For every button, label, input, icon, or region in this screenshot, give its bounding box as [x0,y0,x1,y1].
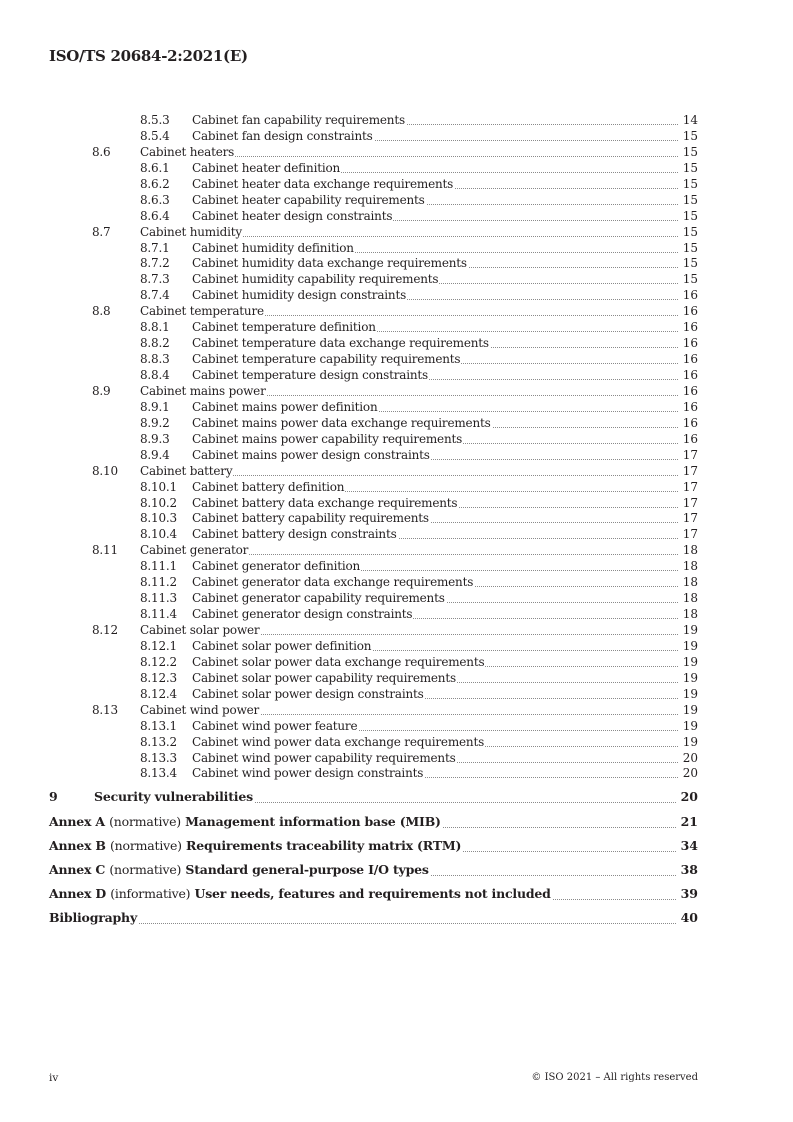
toc-entry-page: 15 [682,272,698,287]
toc-entry[interactable] [49,750,698,766]
toc-entry[interactable] [49,495,698,511]
toc-entry-bibliography[interactable] [49,906,698,930]
toc-entry-title: Cabinet wind power feature [192,718,358,733]
toc-entry-title: Cabinet solar power data exchange requirements [192,654,485,669]
toc-entry[interactable] [49,160,698,176]
toc-entry[interactable] [49,287,698,303]
toc-entry-number: 8.7 [92,224,111,239]
toc-entry-page: 15 [682,192,698,207]
toc-entry-title: Cabinet solar power design constraints [192,686,424,701]
toc-entry-number: 8.7.3 [140,272,170,287]
toc-entry-page: 16 [682,320,698,335]
toc-entry-title: Cabinet generator definition [192,559,361,574]
toc-entry-number: 8.9.4 [140,447,170,462]
toc-entry-title [49,882,552,906]
footer-copyright: © ISO 2021 – All rights reserved [531,1072,698,1083]
toc-entry-number: 8.13.3 [140,750,177,765]
toc-entry-number: 8.10.1 [140,479,177,494]
toc-entry[interactable] [49,463,698,479]
toc-entry[interactable] [49,447,698,463]
toc-entry-title: Cabinet humidity capability requirements [192,272,439,287]
toc-entry-page: 16 [682,383,698,398]
toc-entry-title: Cabinet temperature definition [192,320,376,335]
toc-entry[interactable] [49,208,698,224]
toc-entry-page: 17 [682,495,698,510]
toc-entry-title: Cabinet heater data exchange requirements [192,176,454,191]
toc-entry[interactable] [49,271,698,287]
toc-entry[interactable] [49,303,698,319]
toc-entry-number: 8.6.3 [140,192,170,207]
dot-leader [252,802,676,803]
footer-page-number: iv [49,1072,59,1084]
toc-entry-title: Cabinet solar power definition [192,638,372,653]
toc-entry-title: Cabinet humidity data exchange requirements [192,256,467,271]
toc-entry-number: 8.13 [92,702,118,717]
annex-type: (normative) [109,813,181,829]
toc-entry[interactable] [49,638,698,654]
toc-entry-page: 20 [682,766,698,781]
toc-entry[interactable] [49,112,698,128]
toc-entry[interactable] [49,718,698,734]
toc-entry-number: 8.6.1 [140,160,170,175]
toc-entry[interactable] [49,542,698,558]
toc-entry-number: 8.6.2 [140,176,170,191]
toc-entry[interactable] [49,686,698,702]
document-id-header: ISO/TS 20684-2:2021(E) [49,47,248,65]
toc-entry-number: 8.10.4 [140,527,177,542]
toc-entry-number: 8.9.3 [140,431,170,446]
toc-entry-annex-b[interactable] [49,834,698,858]
toc-entry-number: 8.13.4 [140,766,177,781]
toc-entry-annex-a[interactable] [49,810,698,834]
toc-entry[interactable] [49,510,698,526]
toc-entry-number: 8.9.1 [140,399,170,414]
toc-entry-title: Security vulnerabilities [94,785,254,809]
toc-entry-number: 8.10.3 [140,511,177,526]
toc-entry-page: 15 [682,160,698,175]
toc-entry-page: 19 [682,702,698,717]
toc-entry-number: 8.7.1 [140,240,170,255]
toc-entry-number: 8.12.2 [140,654,177,669]
toc-entry[interactable] [49,431,698,447]
toc-entry-title: Cabinet temperature capability requirements [192,352,461,367]
toc-entry[interactable] [49,255,698,271]
toc-entry-title: Cabinet wind power [140,702,260,717]
toc-entry-number: 8.11 [92,543,118,558]
toc-entry-page: 20 [680,785,698,809]
toc-entry-number: 8.12.1 [140,638,177,653]
toc-entry-page: 16 [682,368,698,382]
toc-entry-title [49,858,430,882]
toc-entry-page: 16 [682,415,698,430]
toc-entry-title: Cabinet battery design constraints [192,527,397,542]
annex-title: Requirements traceability matrix (RTM) [186,837,462,853]
toc-entry-number: 8.8 [92,304,111,319]
toc-entry-number: 8.5.3 [140,113,170,127]
annex-title: User needs, features and requirements not included [194,886,551,902]
toc-entry-page: 19 [682,670,698,685]
toc-entry[interactable] [49,526,698,542]
toc-entry-page: 15 [682,256,698,271]
toc-entry-page: 18 [682,543,698,558]
toc-entry[interactable] [49,622,698,638]
dot-leader [457,851,676,852]
toc-entry-title: Cabinet wind power data exchange requirements [192,734,485,749]
toc-entry[interactable] [49,654,698,670]
toc-entry[interactable] [49,383,698,399]
annex-label: Annex C [49,861,106,877]
toc-entry[interactable] [49,590,698,606]
toc-entry-page: 20 [682,750,698,765]
dot-leader [137,923,676,924]
toc-entry-title: Cabinet temperature [140,304,264,319]
toc-entry-page: 16 [682,304,698,319]
toc-entry-title: Cabinet fan design constraints [192,128,373,143]
toc-entry-title: Cabinet mains power data exchange requirements [192,415,491,430]
toc-entry-number: 9 [49,789,58,805]
toc-entry-page: 38 [680,858,698,882]
toc-entry-title: Cabinet heater capability requirements [192,192,425,207]
toc-entry-number: 8.11.2 [140,575,177,590]
toc-entry[interactable] [49,399,698,415]
toc-entry-page: 16 [682,399,698,414]
toc-entry[interactable] [49,415,698,431]
toc-entry-page: 19 [682,623,698,637]
toc-entry-title: Cabinet wind power design constraints [192,766,424,781]
toc-entry-title: Cabinet temperature design constraints [192,368,428,382]
toc-entry-page: 19 [682,654,698,669]
toc-entries [49,112,698,781]
toc-entry-page: 18 [682,559,698,574]
annex-label: Annex A [49,813,105,829]
toc-entry-title: Bibliography [49,906,138,930]
toc-entry[interactable] [49,558,698,574]
toc-entry-page: 18 [682,575,698,590]
toc-entry-title: Cabinet battery definition [192,479,345,494]
toc-entry-page: 18 [682,591,698,606]
toc-entry-page: 18 [682,607,698,622]
toc-entry-page: 15 [682,224,698,239]
annex-type: (normative) [109,837,182,853]
toc-entry[interactable] [49,367,698,383]
toc-entry[interactable] [49,144,698,160]
toc-entry-number: 8.5.4 [140,128,170,143]
dot-leader [435,827,676,828]
toc-entry-page: 21 [680,810,698,834]
toc-entry-title: Cabinet battery data exchange requirements [192,495,458,510]
toc-entry-title [49,834,462,858]
toc-entry[interactable] [49,240,698,256]
toc-entry-title: Cabinet humidity [140,224,242,239]
toc-entry-page: 19 [682,718,698,733]
toc-entry-title: Cabinet mains power design constraints [192,447,430,462]
toc-entry-number: 8.10.2 [140,495,177,510]
toc-entry-number: 8.13.2 [140,734,177,749]
toc-entry-title: Cabinet solar power [140,623,260,637]
toc-entry-number: 8.8.3 [140,352,170,367]
toc-entry-title: Cabinet heater design constraints [192,208,393,223]
toc-entry[interactable] [49,574,698,590]
toc-entry[interactable] [49,335,698,351]
table-of-contents [49,112,698,931]
toc-entry-title: Cabinet mains power capability requirements [192,431,463,446]
toc-entry-title: Cabinet mains power definition [192,399,378,414]
toc-entry-page: 15 [682,128,698,143]
toc-entry-title [49,810,442,834]
toc-entry[interactable] [49,128,698,144]
toc-entry[interactable] [49,606,698,622]
toc-entry-number: 8.12 [92,623,118,637]
toc-entry[interactable] [49,479,698,495]
toc-entry-number: 8.11.3 [140,591,177,606]
toc-entry-number: 8.7.2 [140,256,170,271]
toc-entry-title: Cabinet humidity design constraints [192,288,407,303]
toc-entry-title: Cabinet solar power capability requirements [192,670,456,685]
toc-entry[interactable] [49,192,698,208]
toc-entry[interactable] [49,702,698,718]
toc-entry-page: 19 [682,686,698,701]
toc-entry[interactable] [49,765,698,781]
toc-entry-clause-9[interactable] [49,785,698,809]
toc-entry-page: 39 [680,882,698,906]
toc-entry-title: Cabinet temperature data exchange requirements [192,336,489,351]
toc-entry-number: 8.11.1 [140,559,177,574]
toc-entry-title: Cabinet battery capability requirements [192,511,429,526]
toc-entry-annex-c[interactable] [49,858,698,882]
annex-label: Annex D [49,886,107,902]
toc-entry-page: 19 [682,734,698,749]
toc-entry-number: 8.9 [92,383,111,398]
toc-entry[interactable] [49,670,698,686]
toc-entry-page: 16 [682,431,698,446]
toc-entry-title: Cabinet generator capability requirements [192,591,445,606]
toc-entry-page: 17 [682,527,698,542]
toc-entry-number: 8.10 [92,463,118,478]
toc-entry-page: 15 [682,144,698,159]
toc-entry[interactable] [49,224,698,240]
toc-entry-title: Cabinet battery [140,463,233,478]
toc-entry-page: 19 [682,638,698,653]
toc-entry-title: Cabinet heater definition [192,160,341,175]
toc-entry-page: 14 [682,113,698,127]
annex-type: (normative) [109,861,182,877]
annex-label: Annex B [49,837,106,853]
toc-entry-page: 15 [682,176,698,191]
toc-entry-title: Cabinet heaters [140,144,235,159]
toc-entry-page: 15 [682,240,698,255]
toc-entry-title: Cabinet wind power capability requirements [192,750,456,765]
toc-entry-annex-d[interactable] [49,882,698,906]
toc-entry-page: 16 [682,352,698,367]
toc-entry-page: 17 [682,479,698,494]
annex-title: Standard general-purpose I/O types [185,861,429,877]
dot-leader [427,875,676,876]
toc-entry-number: 8.12.3 [140,670,177,685]
toc-entry[interactable] [49,734,698,750]
annex-type: (informative) [110,886,191,902]
toc-entry-number: 8.12.4 [140,686,177,701]
toc-entry-title: Cabinet generator [140,543,249,558]
toc-entry-number: 8.13.1 [140,718,177,733]
toc-entry-page: 17 [682,463,698,478]
toc-entry-number: 8.9.2 [140,415,170,430]
toc-entry[interactable] [49,351,698,367]
toc-entry-number: 8.11.4 [140,607,177,622]
toc-entry-number: 8.6.4 [140,208,170,223]
toc-entry-page: 17 [682,447,698,462]
toc-entry-title: Cabinet generator data exchange requirements [192,575,474,590]
toc-entry-number: 8.6 [92,144,111,159]
toc-entry-number: 8.8.1 [140,320,170,335]
toc-entry-page: 16 [682,288,698,303]
toc-entry-title: Cabinet fan capability requirements [192,113,405,127]
toc-entry-page: 40 [680,906,698,930]
toc-entry-page: 16 [682,336,698,351]
toc-entry[interactable] [49,319,698,335]
toc-entry-page: 17 [682,511,698,526]
toc-entry[interactable] [49,176,698,192]
toc-entry-number: 8.8.4 [140,368,170,382]
dot-leader [546,899,676,900]
toc-entry-number: 8.7.4 [140,288,170,303]
toc-entry-page: 15 [682,208,698,223]
toc-entry-number: 8.8.2 [140,336,170,351]
toc-entry-title: Cabinet generator design constraints [192,607,413,622]
annex-title: Management information base (MIB) [185,813,441,829]
toc-entry-page: 34 [680,834,698,858]
toc-entry-title: Cabinet mains power [140,383,266,398]
toc-entry-title: Cabinet humidity definition [192,240,354,255]
